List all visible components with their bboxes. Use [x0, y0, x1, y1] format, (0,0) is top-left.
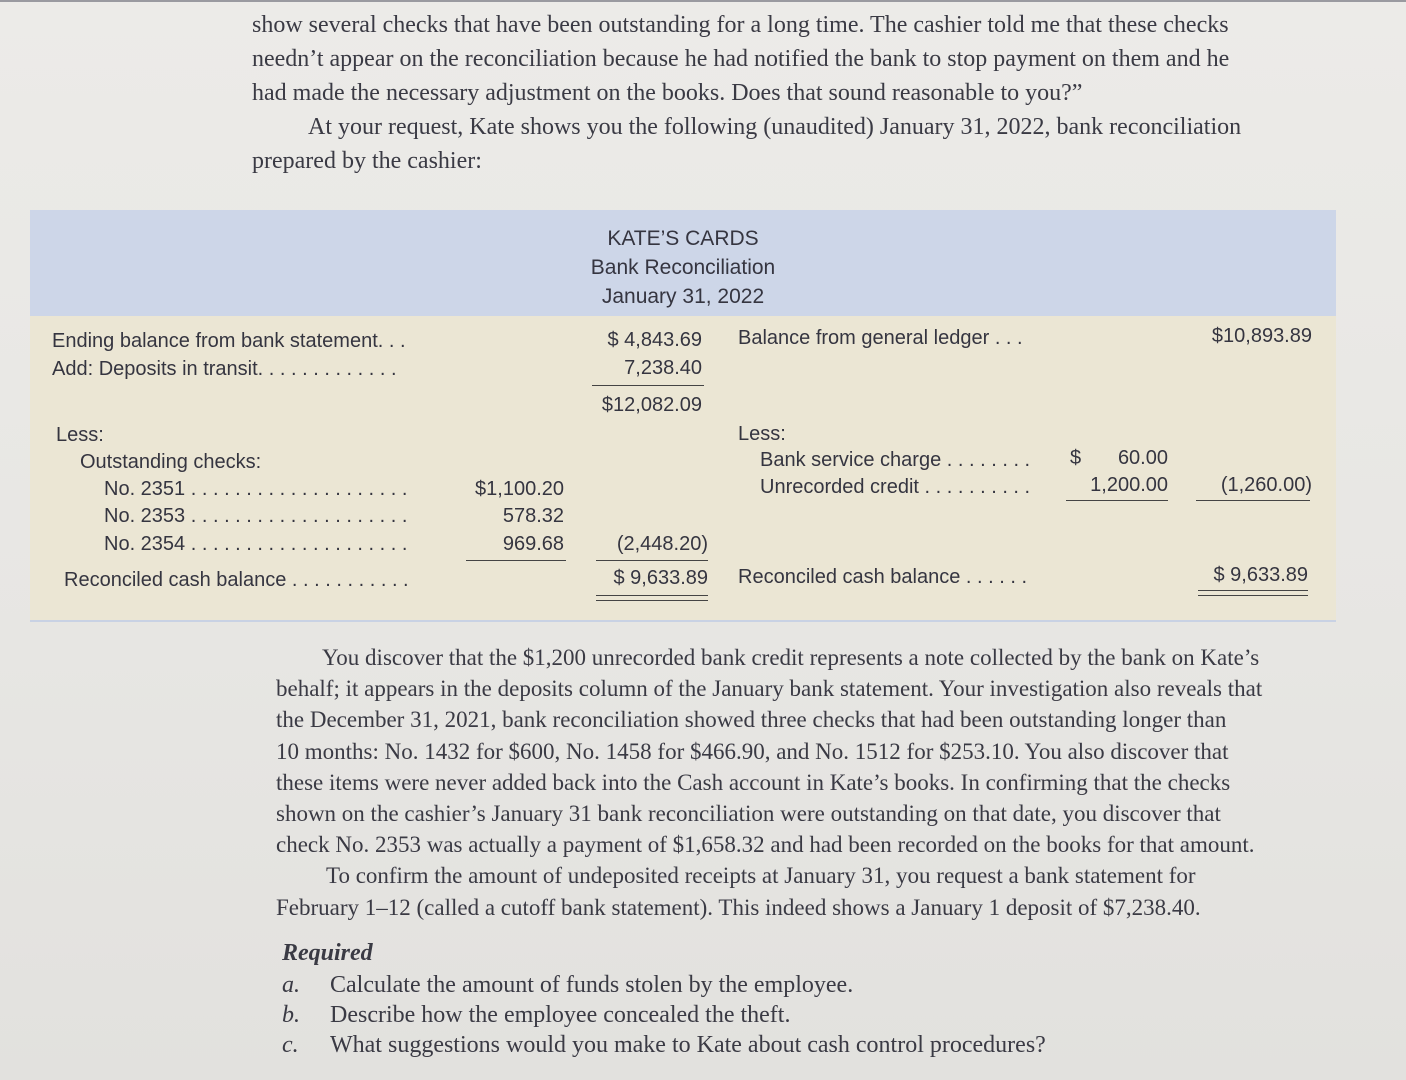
- intro-line: needn’t appear on the reconciliation because he had notified the bank to stop payment on them and he: [252, 46, 1230, 72]
- item-letter: c.: [282, 1032, 299, 1058]
- item-text: Describe how the employee concealed the theft.: [330, 1002, 791, 1028]
- service-charge-dollar: $: [1070, 447, 1082, 469]
- check-row-label: No. 2354 . . . . . . . . . . . . . . . . . . . .: [104, 533, 408, 555]
- required-item: [282, 972, 853, 999]
- left-less-label: Less:: [56, 424, 104, 446]
- checks-total: (2,448.20): [616, 533, 708, 555]
- discovery-line: You discover that the $1,200 unrecorded bank credit represents a note collected by the bank on Kate’s: [322, 645, 1260, 670]
- required-item: [282, 1002, 790, 1029]
- check-row-amount: 578.32: [502, 505, 564, 527]
- right-double-rule: [1198, 590, 1308, 596]
- left-subtotal: $12,082.09: [601, 394, 702, 416]
- exhibit-header: [30, 210, 1336, 316]
- item-letter: b.: [282, 1002, 300, 1028]
- statement-title: Bank Reconciliation: [590, 256, 776, 279]
- service-charge-label: Bank service charge . . . . . . . .: [760, 449, 1031, 471]
- ending-balance-label: Ending balance from bank statement. . .: [52, 330, 406, 352]
- outstanding-checks-label: Outstanding checks:: [80, 451, 262, 473]
- deductions-rule: [1066, 500, 1168, 501]
- check-row-amount: $1,100.20: [475, 478, 564, 500]
- intro-line: had made the necessary adjustment on the books. Does that sound reasonable to you?”: [252, 80, 1083, 106]
- discovery-line: the December 31, 2021, bank reconciliation showed three checks that had been outstanding longer than: [276, 707, 1227, 733]
- ending-balance-value: $ 4,843.69: [607, 329, 702, 351]
- left-reconciled-rule: [596, 560, 708, 561]
- intro-line: show several checks that have been outstanding for a long time. The cashier told me that these checks: [252, 12, 1229, 38]
- required-item: [282, 1032, 1046, 1059]
- company-name: KATE’S CARDS: [607, 227, 759, 250]
- discovery-line: check No. 2353 was actually a payment of $1,658.32 and had been recorded on the books for that amount.: [276, 832, 1255, 858]
- deductions-total: (1,260.00): [1220, 474, 1312, 496]
- discovery-line: 10 months: No. 1432 for $600, No. 1458 for $466.90, and No. 1512 for $253.10. You also discover that: [276, 738, 1229, 764]
- intro-line: At your request, Kate shows you the following (unaudited) January 31, 2022, bank reconciliation: [308, 114, 1242, 140]
- required-heading: Required: [282, 940, 373, 966]
- item-text: What suggestions would you make to Kate about cash control procedures?: [330, 1032, 1046, 1058]
- deposits-in-transit-value: 7,238.40: [624, 357, 702, 379]
- statement-date: January 31, 2022: [601, 285, 765, 308]
- deposits-in-transit-label: Add: Deposits in transit. . . . . . . . . . . . .: [52, 358, 397, 380]
- right-reconciled-label: Reconciled cash balance . . . . . .: [738, 566, 1028, 588]
- unrecorded-credit-value: 1,200.00: [1090, 474, 1168, 496]
- right-total-rule: [1196, 500, 1310, 501]
- discovery-line: shown on the cashier’s January 31 bank reconciliation were outstanding on that date, you discover that: [276, 801, 1221, 827]
- item-letter: a.: [282, 972, 300, 998]
- ledger-balance-value: $10,893.89: [1211, 325, 1312, 347]
- discovery-line: these items were never added back into the Cash account in Kate’s books. In confirming that the checks: [276, 769, 1231, 795]
- service-charge-value: 60.00: [1117, 447, 1168, 469]
- left-reconciled-label: Reconciled cash balance . . . . . . . . . . .: [64, 569, 409, 591]
- left-reconciled-value: $ 9,633.89: [613, 567, 708, 589]
- right-less-label: Less:: [738, 423, 786, 445]
- check-row-label: No. 2351 . . . . . . . . . . . . . . . . . . . .: [104, 478, 408, 500]
- check-row-amount: 969.68: [502, 533, 564, 555]
- item-text: Calculate the amount of funds stolen by the employee.: [330, 972, 854, 998]
- subtotal-rule: [592, 385, 704, 386]
- discovery-line: behalf; it appears in the deposits column of the January bank statement. Your investigation also reveals that: [276, 676, 1263, 702]
- intro-paragraph: [252, 8, 1362, 178]
- top-rule: [0, 0, 1406, 2]
- discovery-line: February 1–12 (called a cutoff bank statement). This indeed shows a January 1 deposit of $7,238.40.: [276, 894, 1201, 920]
- right-reconciled-value: $ 9,633.89: [1213, 564, 1308, 586]
- bank-reconciliation-exhibit: [30, 210, 1336, 622]
- ledger-balance-label: Balance from general ledger . . .: [738, 327, 1023, 349]
- unrecorded-credit-label: Unrecorded credit . . . . . . . . . .: [760, 476, 1031, 498]
- checks-sum-rule: [466, 560, 566, 561]
- left-double-rule: [596, 595, 708, 601]
- discovery-line: To confirm the amount of undeposited receipts at January 31, you request a bank statement for: [326, 863, 1196, 889]
- discovery-paragraph: [276, 642, 1326, 923]
- intro-line: prepared by the cashier:: [252, 148, 482, 174]
- check-row-label: No. 2353 . . . . . . . . . . . . . . . . . . . .: [104, 505, 408, 527]
